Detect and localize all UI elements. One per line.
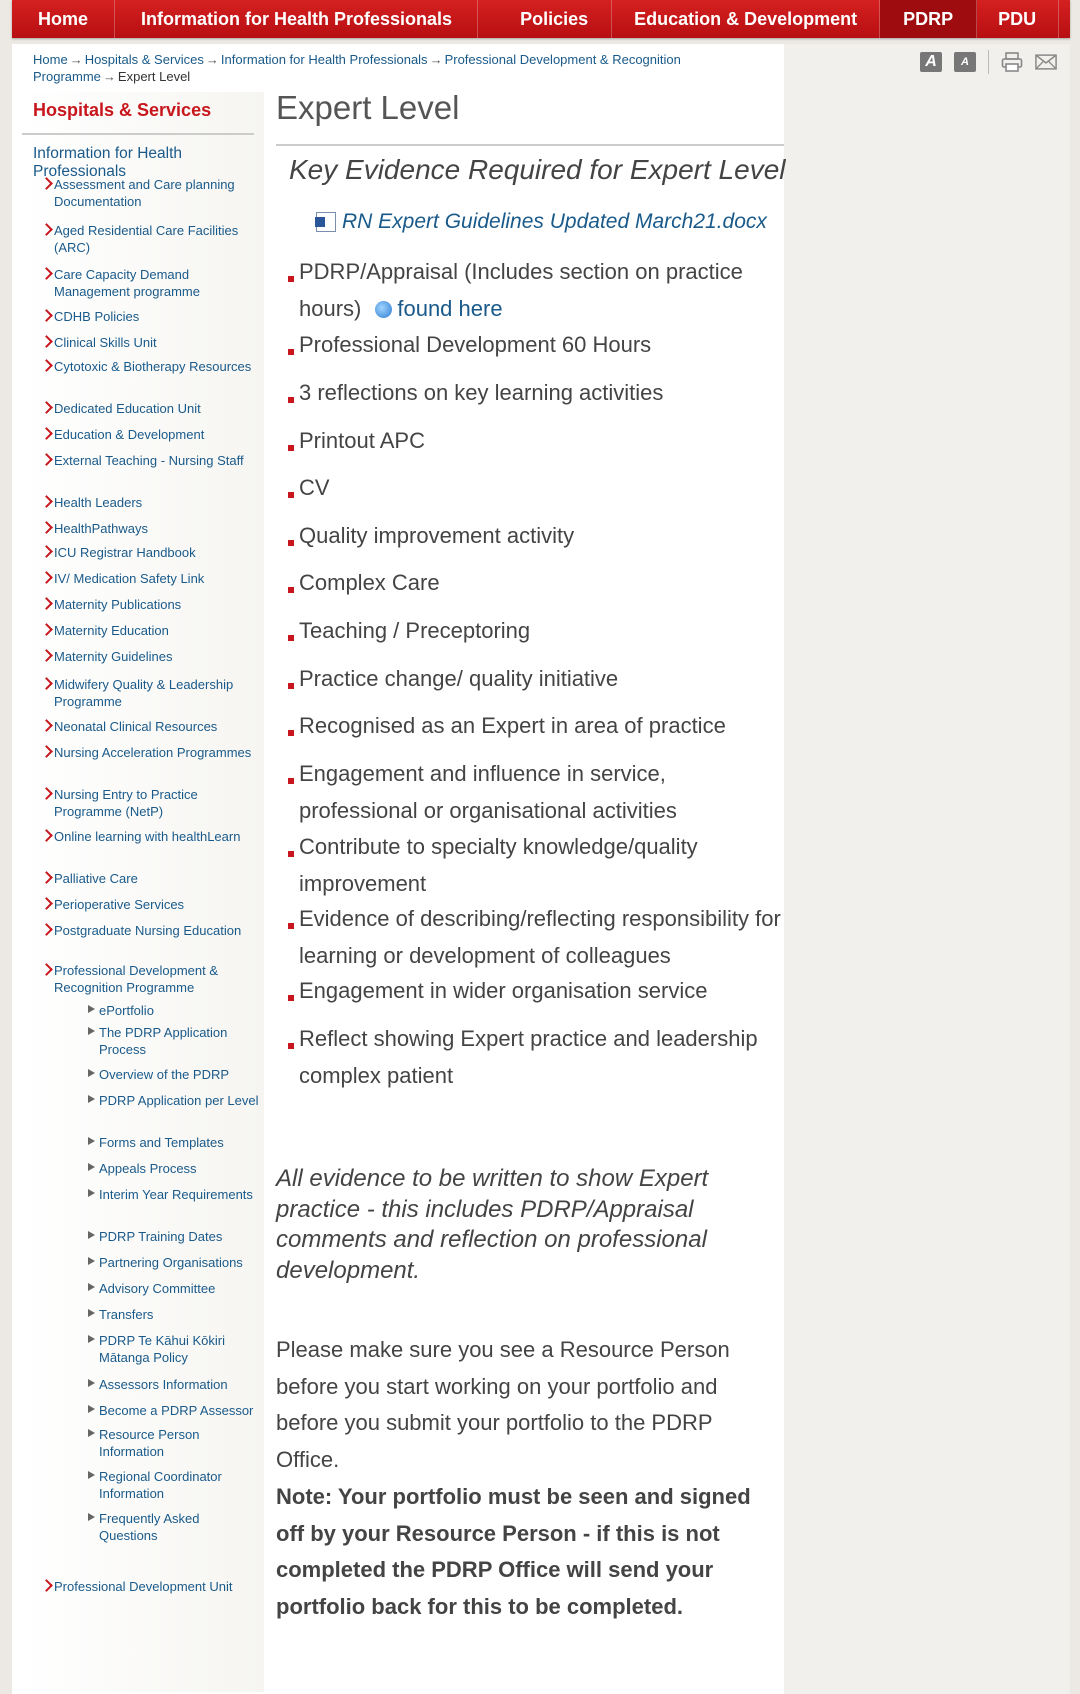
sidebar-subitem[interactable] [99, 1066, 259, 1083]
evidence-list-item [288, 613, 789, 650]
sidebar-item-aged-residential-care[interactable] [54, 222, 259, 256]
bullet-square-icon [288, 349, 294, 355]
chevron-right-icon [40, 359, 53, 372]
sidebar [22, 92, 264, 1692]
sidebar-subitem[interactable] [99, 1024, 259, 1058]
sidebar-subitem[interactable] [99, 1332, 259, 1366]
sidebar-item-online-learning-healthlearn[interactable] [54, 828, 259, 845]
sidebar-item-label: Education & Development [54, 427, 205, 442]
sidebar-subitem-label: PDRP Te Kāhui Kōkiri Mātanga Policy [99, 1333, 225, 1365]
breadcrumb-hospitals-services[interactable]: Hospitals & Services [84, 52, 204, 67]
sidebar-item-label: Midwifery Quality & Leadership Programme [54, 677, 234, 709]
chevron-right-icon [40, 401, 53, 414]
sidebar-item-postgraduate-nursing[interactable] [54, 922, 259, 939]
sidebar-item-maternity-education[interactable] [54, 622, 259, 639]
sidebar-subitem[interactable] [99, 1306, 259, 1323]
triangle-right-icon [88, 1429, 95, 1437]
sidebar-subitem-label: Resource Person Information [99, 1427, 200, 1459]
sidebar-item-maternity-publications[interactable] [54, 596, 259, 613]
bullet-square-icon [288, 1043, 294, 1049]
evidence-item-text: Quality improvement activity [299, 523, 575, 548]
guidelines-doc-link-label: RN Expert Guidelines Updated March21.docx [342, 210, 767, 233]
evidence-list-item [288, 565, 789, 602]
sidebar-item-label: External Teaching - Nursing Staff [54, 453, 244, 468]
breadcrumb-pdrp[interactable]: Professional Development & Recognition Programme [33, 52, 681, 84]
chevron-right-icon [40, 267, 53, 280]
bullet-square-icon [288, 635, 294, 641]
sidebar-item-education-development[interactable] [54, 426, 259, 443]
top-navigation [0, 0, 1080, 38]
triangle-right-icon [88, 1095, 95, 1103]
chevron-right-icon [40, 719, 53, 732]
sidebar-item-midwifery-quality[interactable] [54, 676, 259, 710]
sidebar-item-healthpathways[interactable] [54, 520, 259, 537]
sidebar-subitem[interactable] [99, 1092, 259, 1109]
sidebar-subitem[interactable] [99, 1376, 259, 1393]
sidebar-subitem[interactable] [99, 1186, 259, 1203]
chevron-right-icon [40, 521, 53, 534]
resource-person-paragraph: Please make sure you see a Resource Person before you start working on your portfolio and before you submit your portfolio to the PDRP Office. [276, 1337, 730, 1472]
sidebar-subitem-label: Partnering Organisations [99, 1255, 243, 1270]
signoff-note: Note: Your portfolio must be seen and signed off by your Resource Person - if this is not completed the PDRP Office will send your portfolio back for this to be completed. [276, 1484, 751, 1619]
sidebar-item-dedicated-education-unit[interactable] [54, 400, 259, 417]
sidebar-item-nursing-acceleration[interactable] [54, 744, 259, 761]
breadcrumb-arrow: → [69, 52, 83, 67]
chevron-right-icon [40, 963, 53, 976]
sidebar-item-label: Care Capacity Demand Management programme [54, 267, 200, 299]
tools-divider [988, 50, 989, 74]
sidebar-subitem[interactable] [99, 1468, 259, 1502]
sidebar-item-label: Assessment and Care planning Documentation [54, 177, 235, 209]
sidebar-item-neonatal-clinical[interactable] [54, 718, 259, 735]
chevron-right-icon [40, 871, 53, 884]
sidebar-subitem[interactable] [99, 1160, 259, 1177]
sidebar-subitem[interactable] [99, 1280, 259, 1297]
triangle-right-icon [88, 1189, 95, 1197]
evidence-item-text: Complex Care [299, 570, 440, 595]
bullet-square-icon [288, 851, 294, 857]
sidebar-item-clinical-skills-unit[interactable] [54, 334, 259, 351]
chevron-right-icon [40, 829, 53, 842]
bullet-square-icon [288, 587, 294, 593]
chevron-right-icon [40, 1579, 53, 1592]
sidebar-item-maternity-guidelines[interactable] [54, 648, 259, 665]
sidebar-section-link[interactable]: Information for Health Professionals [33, 145, 183, 180]
triangle-right-icon [88, 1405, 95, 1413]
evidence-list-item [288, 708, 789, 745]
breadcrumb-home[interactable]: Home [33, 52, 68, 67]
sidebar-subitem[interactable] [99, 1426, 259, 1460]
title-divider [276, 144, 784, 146]
sidebar-item-cytotoxic-biotherapy[interactable] [54, 358, 259, 375]
sidebar-item-label: Perioperative Services [54, 897, 185, 912]
sidebar-subitem[interactable] [99, 1002, 259, 1019]
main-content [276, 86, 786, 1619]
evidence-list-item [288, 1021, 789, 1094]
sidebar-item-label: Dedicated Education Unit [54, 401, 201, 416]
found-here-link[interactable]: found here [397, 295, 503, 321]
triangle-right-icon [88, 1309, 95, 1317]
chevron-right-icon [40, 597, 53, 610]
evidence-item-text: Engagement in wider organisation service [299, 978, 708, 1003]
evidence-note: All evidence to be written to show Expert practice - this includes PDRP/Appraisal comments and reflection on professional development. [276, 1165, 709, 1284]
nav-education-development[interactable]: Education & Development [612, 0, 880, 38]
triangle-right-icon [88, 1257, 95, 1265]
breadcrumb-arrow: → [429, 52, 443, 67]
sidebar-subitem[interactable] [99, 1402, 259, 1419]
page-tools [920, 50, 1057, 74]
evidence-list-item [288, 661, 789, 698]
nav-info-health-professionals[interactable]: Information for Health Professionals [115, 0, 478, 38]
sidebar-item-label: Maternity Publications [54, 597, 182, 612]
sidebar-item-pdrp[interactable] [54, 962, 259, 996]
chevron-right-icon [40, 677, 53, 690]
chevron-right-icon [40, 649, 53, 662]
sidebar-item-label: Postgraduate Nursing Education [54, 923, 242, 938]
chevron-right-icon [40, 623, 53, 636]
sidebar-item-external-teaching[interactable] [54, 452, 259, 469]
breadcrumb-arrow: → [205, 52, 219, 67]
web-link-icon [375, 301, 392, 318]
sidebar-item-label: Health Leaders [54, 495, 143, 510]
bullet-square-icon [288, 778, 294, 784]
font-increase-button[interactable]: A [920, 52, 942, 72]
evidence-list-item [288, 327, 789, 364]
sidebar-item-label: Maternity Guidelines [54, 649, 173, 664]
breadcrumb [33, 51, 753, 85]
sidebar-subitem-label: Forms and Templates [99, 1135, 224, 1150]
chevron-right-icon [40, 223, 53, 236]
evidence-list-item [288, 829, 789, 902]
sidebar-item-label: ICU Registrar Handbook [54, 545, 196, 560]
sidebar-subitem-label: PDRP Training Dates [99, 1229, 223, 1244]
bullet-square-icon [288, 995, 294, 1001]
triangle-right-icon [88, 1379, 95, 1387]
sidebar-subitem-label: Assessors Information [99, 1377, 228, 1392]
sidebar-item-label: Cytotoxic & Biotherapy Resources [54, 359, 252, 374]
bullet-square-icon [288, 492, 294, 498]
sidebar-item-label: HealthPathways [54, 521, 148, 536]
sidebar-item-label: Nursing Entry to Practice Programme (NetP) [54, 787, 198, 819]
evidence-item-text: Printout APC [299, 428, 425, 453]
sidebar-subitem[interactable] [99, 1228, 259, 1245]
sidebar-item-label: IV/ Medication Safety Link [54, 571, 205, 586]
evidence-item-text: Evidence of describing/reflecting responsibility for learning or development of colleagues [299, 906, 781, 968]
evidence-item-text: CV [299, 475, 330, 500]
font-decrease-button[interactable]: A [954, 52, 976, 72]
sidebar-subitem[interactable] [99, 1134, 259, 1151]
evidence-item-text: 3 reflections on key learning activities [299, 380, 664, 405]
triangle-right-icon [88, 1471, 95, 1479]
triangle-right-icon [88, 1231, 95, 1239]
nav-pdrp[interactable]: PDRP [880, 0, 977, 38]
print-icon[interactable] [1001, 52, 1023, 72]
sidebar-subitem-label: Appeals Process [99, 1161, 197, 1176]
chevron-right-icon [40, 495, 53, 508]
sidebar-item-professional-development-unit[interactable] [54, 1578, 259, 1595]
chevron-right-icon [40, 453, 53, 466]
evidence-list-item [288, 756, 789, 829]
breadcrumb-info-health-professionals[interactable]: Information for Health Professionals [220, 52, 428, 67]
sidebar-item-iv-medication-safety[interactable] [54, 570, 259, 587]
breadcrumb-arrow: → [102, 69, 116, 84]
sidebar-subitem[interactable] [99, 1510, 259, 1544]
sidebar-item-label: Nursing Acceleration Programmes [54, 745, 252, 760]
evidence-item-text: Contribute to specialty knowledge/quality improvement [299, 834, 698, 896]
sidebar-item-icu-registrar-handbook[interactable] [54, 544, 259, 561]
bullet-square-icon [288, 540, 294, 546]
evidence-item-text: Practice change/ quality initiative [299, 666, 619, 691]
sidebar-subitem-label: Interim Year Requirements [99, 1187, 253, 1202]
sidebar-item-label: Neonatal Clinical Resources [54, 719, 218, 734]
chevron-right-icon [40, 923, 53, 936]
chevron-right-icon [40, 897, 53, 910]
chevron-right-icon [40, 545, 53, 558]
triangle-right-icon [88, 1069, 95, 1077]
sidebar-item-label: Clinical Skills Unit [54, 335, 157, 350]
chevron-right-icon [40, 571, 53, 584]
sidebar-subitem-label: Regional Coordinator Information [99, 1469, 222, 1501]
sidebar-subitem-label: Advisory Committee [99, 1281, 216, 1296]
sidebar-item-assessment-care-planning[interactable] [54, 176, 259, 210]
evidence-list-item [288, 254, 789, 327]
bullet-square-icon [288, 730, 294, 736]
evidence-item-text: Professional Development 60 Hours [299, 332, 652, 357]
evidence-list-item [288, 901, 789, 974]
breadcrumb-current: Expert Level [117, 69, 191, 84]
triangle-right-icon [88, 1513, 95, 1521]
evidence-list-item [288, 470, 789, 507]
sidebar-item-label: Maternity Education [54, 623, 169, 638]
sidebar-title[interactable]: Hospitals & Services [33, 100, 212, 120]
sidebar-subitem-label: Become a PDRP Assessor [99, 1403, 254, 1418]
sidebar-divider [22, 133, 254, 135]
nav-home[interactable]: Home [12, 0, 115, 38]
sidebar-item-label: Professional Development Unit [54, 1579, 233, 1594]
triangle-right-icon [88, 1163, 95, 1171]
triangle-right-icon [88, 1005, 95, 1013]
evidence-item-text: Recognised as an Expert in area of practice [299, 713, 726, 738]
evidence-list-item [288, 518, 789, 555]
sidebar-item-perioperative-services[interactable] [54, 896, 259, 913]
sidebar-item-label: CDHB Policies [54, 309, 140, 324]
nav-pdu[interactable]: PDU [977, 0, 1059, 38]
email-icon[interactable] [1035, 52, 1057, 72]
sidebar-item-palliative-care[interactable] [54, 870, 259, 887]
guidelines-doc-link[interactable] [316, 210, 767, 234]
sidebar-item-cdhb-policies[interactable] [54, 308, 259, 325]
sidebar-subitem-label: Transfers [99, 1307, 154, 1322]
right-panel [784, 44, 1070, 1694]
sidebar-subitem-label: Frequently Asked Questions [99, 1511, 200, 1543]
sidebar-subitem-label: Overview of the PDRP [99, 1067, 230, 1082]
evidence-item-text: Engagement and influence in service, professional or organisational activities [299, 761, 677, 823]
nav-bar [12, 0, 1070, 38]
triangle-right-icon [88, 1027, 95, 1035]
bullet-square-icon [288, 276, 294, 282]
chevron-right-icon [40, 427, 53, 440]
sidebar-subitem-label: ePortfolio [99, 1003, 154, 1018]
triangle-right-icon [88, 1283, 95, 1291]
page-title: Expert Level [276, 89, 460, 126]
nav-policies[interactable]: Policies [478, 0, 612, 38]
evidence-item-text: Teaching / Preceptoring [299, 618, 531, 643]
sidebar-item-label: Online learning with healthLearn [54, 829, 241, 844]
chevron-right-icon [40, 335, 53, 348]
chevron-right-icon [40, 309, 53, 322]
sidebar-item-label: Palliative Care [54, 871, 138, 886]
sidebar-item-nursing-entry-netp[interactable] [54, 786, 259, 820]
sidebar-item-label: Aged Residential Care Facilities (ARC) [54, 223, 239, 255]
triangle-right-icon [88, 1335, 95, 1343]
evidence-item-text: Reflect showing Expert practice and leadership complex patient [299, 1026, 758, 1088]
bullet-square-icon [288, 397, 294, 403]
section-subtitle: Key Evidence Required for Expert Level [289, 154, 786, 185]
bullet-square-icon [288, 923, 294, 929]
bullet-square-icon [288, 445, 294, 451]
chevron-right-icon [40, 787, 53, 800]
sidebar-item-health-leaders[interactable] [54, 494, 259, 511]
sidebar-subitem-label: The PDRP Application Process [99, 1025, 228, 1057]
sidebar-subitem[interactable] [99, 1254, 259, 1271]
sidebar-item-label: Professional Development & Recognition Programme [54, 963, 219, 995]
evidence-list-item [288, 375, 789, 412]
sidebar-item-care-capacity-demand[interactable] [54, 266, 259, 300]
chevron-right-icon [40, 745, 53, 758]
evidence-item-text: PDRP/Appraisal (Includes section on practice hours) [299, 259, 743, 321]
triangle-right-icon [88, 1137, 95, 1145]
sidebar-subitem-label: PDRP Application per Level [99, 1093, 259, 1108]
evidence-list-item [288, 423, 789, 460]
word-doc-icon [316, 212, 336, 232]
bullet-square-icon [288, 683, 294, 689]
evidence-list-item [288, 973, 789, 1010]
